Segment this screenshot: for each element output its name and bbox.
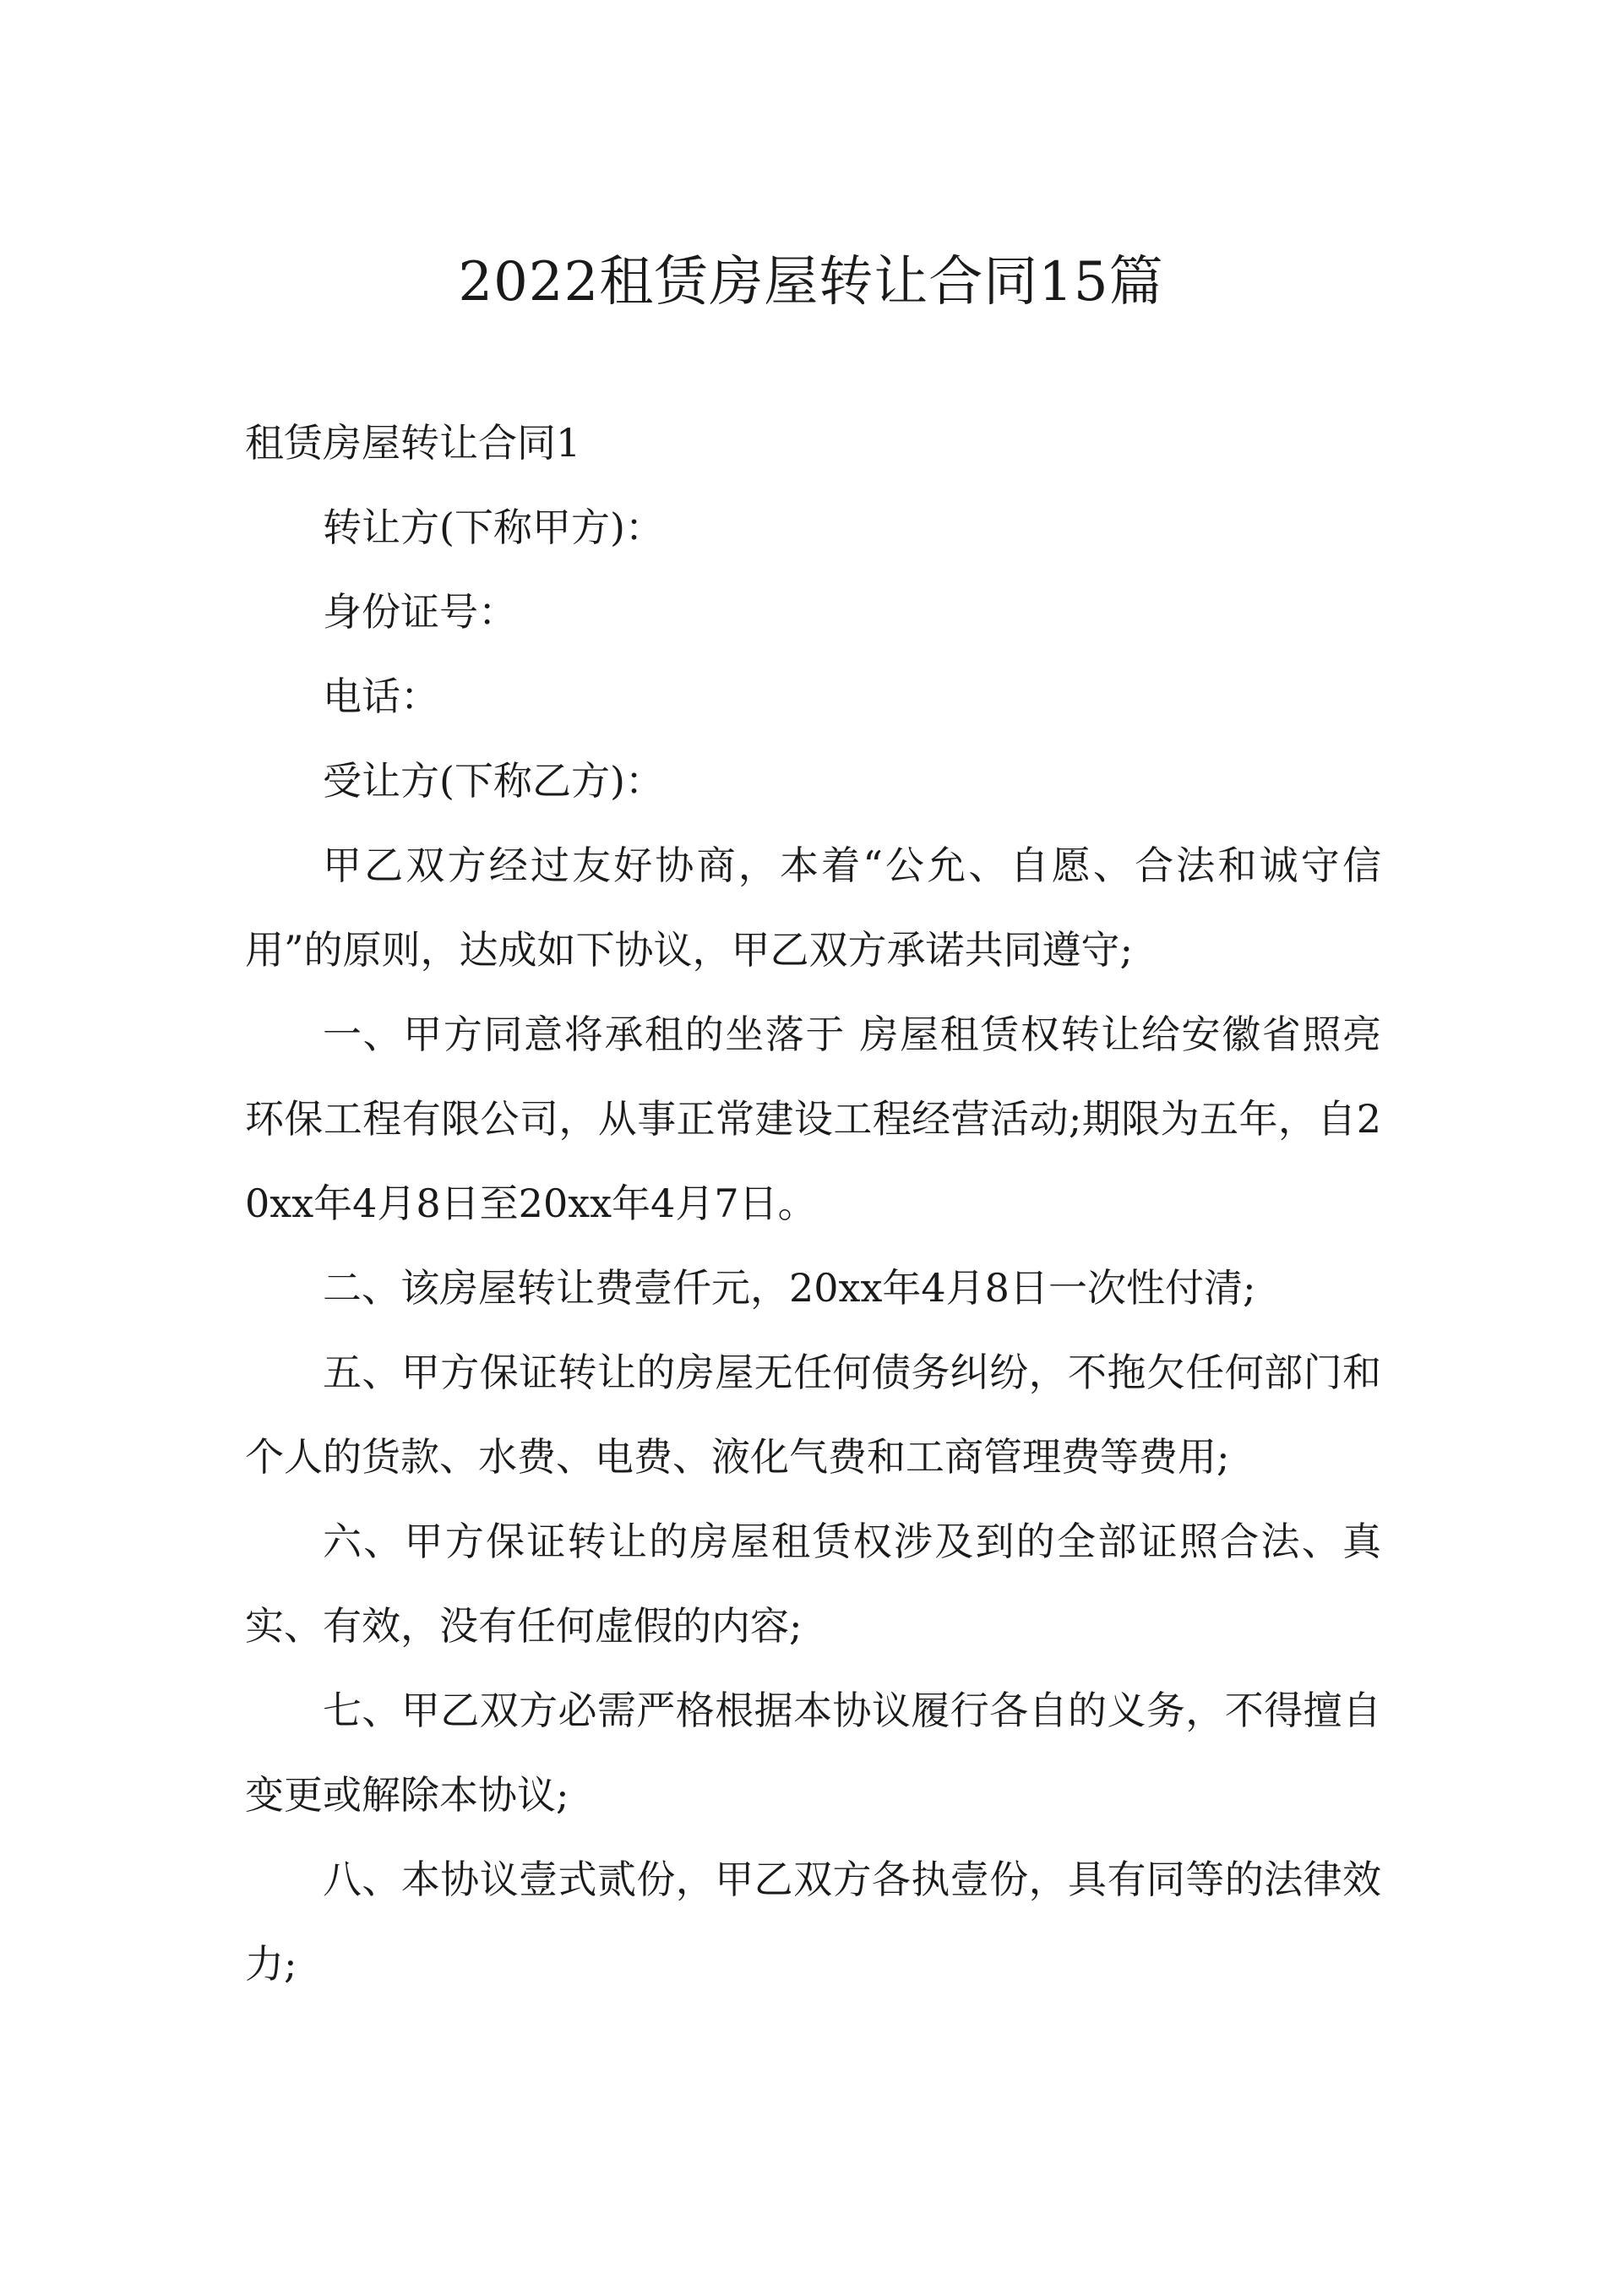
section-heading: 租赁房屋转让合同1 xyxy=(245,420,581,466)
paragraph-transferor: 转让方(下称甲方)： xyxy=(323,504,664,550)
paragraph-clause-7: 七、甲乙双方必需严格根据本协议履行各自的义务，不得擅自变更或解除本协议; xyxy=(245,1688,1381,1818)
document-body xyxy=(245,401,1381,2006)
paragraph-clause-2: 二、该房屋转让费壹仟元，20xx年4月8日一次性付清; xyxy=(323,1265,1256,1311)
paragraph-clause-8: 八、本协议壹式贰份，甲乙双方各执壹份，具有同等的法律效力; xyxy=(245,1857,1381,1987)
paragraph-id-number: 身份证号： xyxy=(323,589,517,635)
paragraph-clause-1: 一、甲方同意将承租的坐落于 房屋租赁权转让给安徽省照亮环保工程有限公司，从事正常建设工程经营活动;期限为五年，自20xx年4月8日至20xx年4月7日。 xyxy=(245,1012,1381,1226)
paragraph-clause-5: 五、甲方保证转让的房屋无任何债务纠纷，不拖欠任何部门和个人的货款、水费、电费、液化气费和工商管理费等费用; xyxy=(245,1350,1381,1480)
paragraph-phone: 电话： xyxy=(323,674,439,719)
paragraph-transferee: 受让方(下称乙方)： xyxy=(323,758,664,804)
paragraph-preamble: 甲乙双方经过友好协商，本着“公允、自愿、合法和诚守信用”的原则，达成如下协议，甲乙双方承诺共同遵守; xyxy=(245,843,1381,973)
document-title: 2022租赁房屋转让合同15篇 xyxy=(458,251,1164,314)
paragraph-clause-6: 六、甲方保证转让的房屋租赁权涉及到的全部证照合法、真实、有效，没有任何虚假的内容; xyxy=(245,1519,1381,1649)
